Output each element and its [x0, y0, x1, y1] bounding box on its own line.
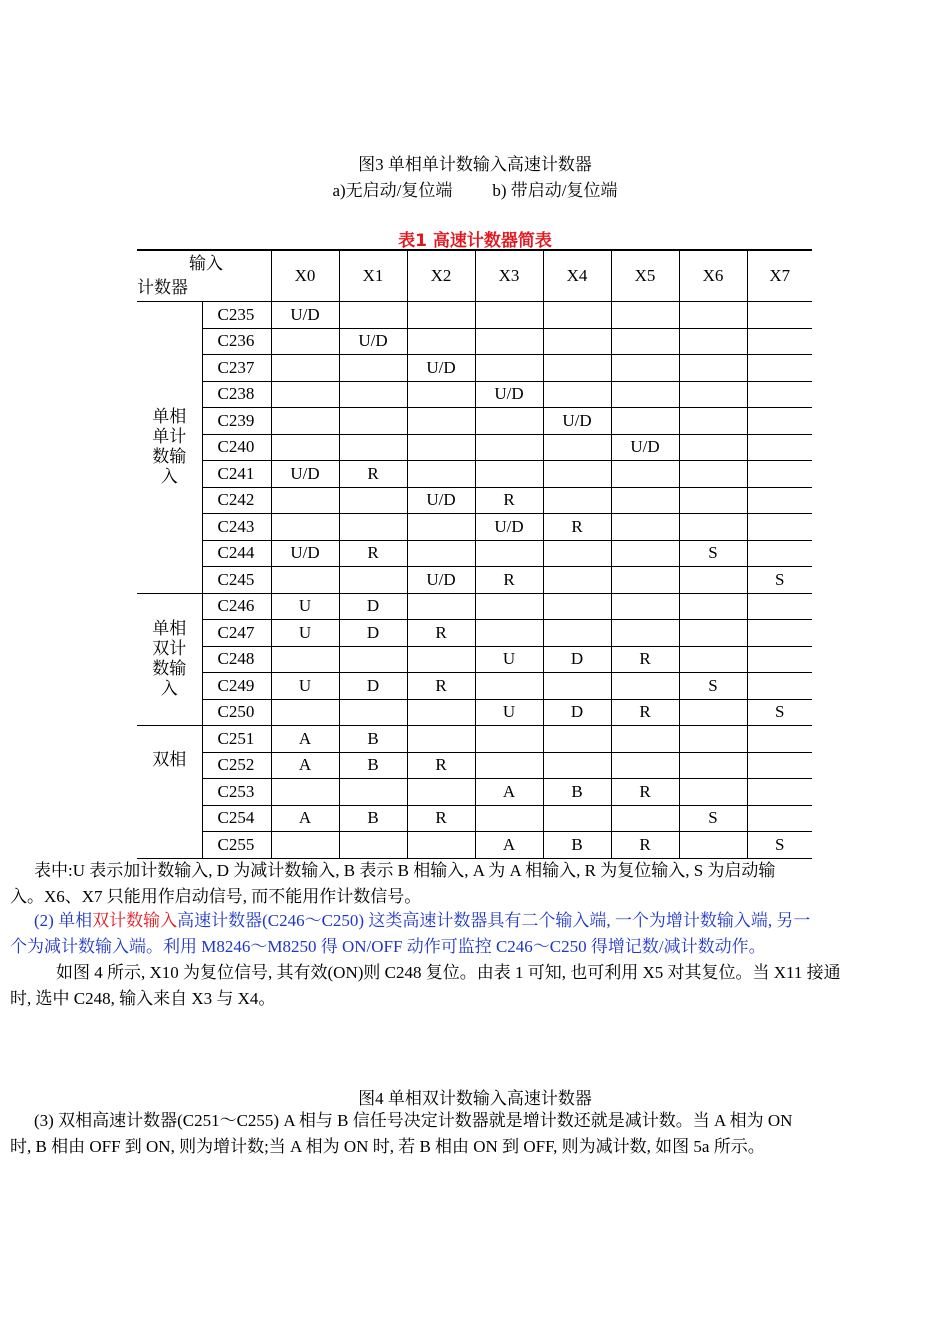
- table-cell: [339, 514, 407, 541]
- table-cell: [679, 832, 747, 859]
- table-row: [137, 567, 812, 594]
- table-cell: [407, 726, 475, 753]
- table-cell: D: [339, 593, 407, 620]
- table-cell: [543, 487, 611, 514]
- table-cell: [271, 355, 339, 382]
- counter-name: C249: [202, 673, 271, 700]
- table-cell: [611, 408, 679, 435]
- table-cell: R: [407, 673, 475, 700]
- table-cell: [611, 381, 679, 408]
- table-cell: U/D: [611, 434, 679, 461]
- table-cell: A: [475, 832, 543, 859]
- table-cell: [543, 593, 611, 620]
- table-cell: R: [475, 487, 543, 514]
- counter-table: [137, 249, 812, 859]
- table-cell: [475, 673, 543, 700]
- table-cell: [339, 699, 407, 726]
- table-cell: D: [543, 646, 611, 673]
- table-cell: [679, 779, 747, 806]
- table-cell: U/D: [475, 381, 543, 408]
- note-line-2: 入。X6、X7 只能用作启动信号, 而不能用作计数信号。: [10, 887, 422, 906]
- table-cell: [679, 646, 747, 673]
- table-cell: [679, 567, 747, 594]
- table-cell: [543, 381, 611, 408]
- table-row: [137, 805, 812, 832]
- paragraph-two-phase: [10, 1108, 944, 1160]
- table-cell: [679, 408, 747, 435]
- table-cell: [747, 673, 812, 700]
- counter-name: C240: [202, 434, 271, 461]
- table-cell: [679, 355, 747, 382]
- table-cell: [475, 540, 543, 567]
- table-cell: [543, 302, 611, 329]
- table-cell: R: [611, 832, 679, 859]
- table-cell: [611, 567, 679, 594]
- table-cell: D: [543, 699, 611, 726]
- table-cell: [475, 355, 543, 382]
- counter-name: C239: [202, 408, 271, 435]
- table-cell: [407, 514, 475, 541]
- table-cell: S: [679, 673, 747, 700]
- table-cell: [339, 567, 407, 594]
- table-header-row: [137, 250, 812, 302]
- table-cell: R: [407, 752, 475, 779]
- table-cell: [475, 726, 543, 753]
- table-cell: [747, 593, 812, 620]
- table-row: [137, 461, 812, 488]
- table-cell: U/D: [271, 540, 339, 567]
- table-cell: [543, 752, 611, 779]
- figure3-sub-b: b) 带启动/复位端: [492, 181, 618, 200]
- para3-line-1: 如图 4 所示, X10 为复位信号, 其有效(ON)则 C248 复位。由表 1 可知, 也可利用 X5 对其复位。当 X11 接通: [56, 963, 841, 982]
- counter-name: C245: [202, 567, 271, 594]
- table-title: 表1 高速计数器简表: [398, 231, 552, 251]
- table-cell: [475, 328, 543, 355]
- table-cell: [679, 381, 747, 408]
- table-cell: S: [747, 832, 812, 859]
- counter-name: C250: [202, 699, 271, 726]
- table-cell: [271, 699, 339, 726]
- table-cell: [543, 805, 611, 832]
- table-cell: [475, 620, 543, 647]
- table-row: [137, 779, 812, 806]
- table-cell: [747, 302, 812, 329]
- table-cell: [339, 832, 407, 859]
- table-cell: [747, 726, 812, 753]
- table-row: [137, 593, 812, 620]
- column-header: X0: [271, 250, 339, 302]
- table-cell: [611, 514, 679, 541]
- table-cell: U: [271, 593, 339, 620]
- table-cell: [339, 381, 407, 408]
- group-label-cell: [137, 302, 202, 594]
- table-cell: [339, 646, 407, 673]
- figure3-subcaptions: [0, 176, 950, 201]
- group-label-cell: [137, 593, 202, 726]
- table-cell: R: [339, 461, 407, 488]
- counter-name: C241: [202, 461, 271, 488]
- table-cell: [407, 408, 475, 435]
- counter-name: C235: [202, 302, 271, 329]
- table-cell: [611, 673, 679, 700]
- table-cell: U/D: [271, 461, 339, 488]
- table-cell: [679, 328, 747, 355]
- table-cell: U/D: [543, 408, 611, 435]
- table-cell: [475, 461, 543, 488]
- table-row: [137, 646, 812, 673]
- table-cell: R: [611, 646, 679, 673]
- table-row: [137, 673, 812, 700]
- table-cell: R: [543, 514, 611, 541]
- table-row: [137, 752, 812, 779]
- table-cell: [543, 540, 611, 567]
- table-row: [137, 540, 812, 567]
- table-cell: R: [611, 779, 679, 806]
- table-cell: S: [679, 805, 747, 832]
- counter-name: C242: [202, 487, 271, 514]
- table-row: [137, 699, 812, 726]
- table-cell: B: [339, 726, 407, 753]
- group-label: 单相双计数输入: [152, 619, 187, 699]
- table-row: [137, 434, 812, 461]
- table-cell: [407, 779, 475, 806]
- table-cell: B: [543, 779, 611, 806]
- counter-name: C253: [202, 779, 271, 806]
- table-cell: [679, 620, 747, 647]
- table-cell: [747, 328, 812, 355]
- table-row: [137, 726, 812, 753]
- table-row: [137, 832, 812, 859]
- figure3-sub-a: a)无启动/复位端: [332, 181, 453, 200]
- counter-name: C246: [202, 593, 271, 620]
- table-cell: [611, 328, 679, 355]
- table-cell: R: [475, 567, 543, 594]
- table-cell: [407, 328, 475, 355]
- counter-name: C251: [202, 726, 271, 753]
- counter-name: C243: [202, 514, 271, 541]
- table-cell: [475, 593, 543, 620]
- group-label-cell: [137, 726, 202, 859]
- table-cell: [407, 461, 475, 488]
- table-cell: [407, 832, 475, 859]
- counter-name: C254: [202, 805, 271, 832]
- table-cell: S: [747, 567, 812, 594]
- column-header: X3: [475, 250, 543, 302]
- table-cell: S: [747, 699, 812, 726]
- table-cell: [611, 726, 679, 753]
- table-cell: [475, 302, 543, 329]
- group-label: 双相: [152, 750, 187, 769]
- table-cell: [543, 726, 611, 753]
- table-cell: U/D: [407, 355, 475, 382]
- table-cell: [679, 461, 747, 488]
- table-corner-cell: [137, 250, 271, 302]
- table-cell: [271, 779, 339, 806]
- table-cell: [611, 355, 679, 382]
- table-cell: [611, 593, 679, 620]
- para2-rest: 高速计数器(C246～C250) 这类高速计数器具有二个输入端, 一个为增计数输入端, 另一: [177, 911, 811, 930]
- table-cell: [271, 408, 339, 435]
- note-line-1: 表中:U 表示加计数输入, D 为减计数输入, B 表示 B 相输入, A 为 A 相输入, R 为复位输入, S 为启动输: [34, 861, 776, 880]
- table-cell: [339, 408, 407, 435]
- para4-line-1: (3) 双相高速计数器(C251～C255) A 相与 B 信任号决定计数器就是增计数还就是减计数。当 A 相为 ON: [34, 1111, 793, 1130]
- table-cell: R: [339, 540, 407, 567]
- table-cell: R: [407, 620, 475, 647]
- table-cell: U/D: [271, 302, 339, 329]
- table-cell: U/D: [407, 487, 475, 514]
- table-cell: [339, 779, 407, 806]
- corner-label-input: 输入: [189, 254, 223, 273]
- table-cell: [339, 487, 407, 514]
- table-cell: [611, 487, 679, 514]
- table-row: [137, 328, 812, 355]
- table-cell: [543, 355, 611, 382]
- table-cell: [475, 408, 543, 435]
- table-cell: A: [475, 779, 543, 806]
- table-cell: S: [679, 540, 747, 567]
- table-row: [137, 487, 812, 514]
- counter-name: C252: [202, 752, 271, 779]
- table-cell: [747, 805, 812, 832]
- table-cell: [543, 620, 611, 647]
- table-cell: [679, 434, 747, 461]
- table-cell: [611, 805, 679, 832]
- counter-name: C244: [202, 540, 271, 567]
- table-cell: [611, 302, 679, 329]
- table-cell: [679, 699, 747, 726]
- table-row: [137, 408, 812, 435]
- table-cell: [747, 540, 812, 567]
- table-cell: R: [407, 805, 475, 832]
- table-cell: [679, 752, 747, 779]
- table-cell: [475, 752, 543, 779]
- table-cell: B: [543, 832, 611, 859]
- table-cell: [679, 487, 747, 514]
- paragraph-dual-count: [10, 908, 944, 960]
- table-cell: [407, 646, 475, 673]
- counter-name: C238: [202, 381, 271, 408]
- table-cell: B: [339, 752, 407, 779]
- table-cell: [271, 646, 339, 673]
- table-cell: [271, 434, 339, 461]
- table-cell: R: [611, 699, 679, 726]
- table-cell: [271, 381, 339, 408]
- table-row: [137, 381, 812, 408]
- table-cell: [747, 646, 812, 673]
- table-cell: U: [475, 646, 543, 673]
- table-cell: [611, 461, 679, 488]
- table-cell: [407, 434, 475, 461]
- table-cell: [747, 514, 812, 541]
- table-cell: [271, 832, 339, 859]
- para2-line-2: 个为减计数输入端。利用 M8246～M8250 得 ON/OFF 动作可监控 C246～C250 得增记数/减计数动作。: [10, 937, 766, 956]
- figure4-caption: 图4 单相双计数输入高速计数器: [358, 1089, 592, 1108]
- column-header: X5: [611, 250, 679, 302]
- table-cell: [747, 461, 812, 488]
- column-header: X1: [339, 250, 407, 302]
- table-cell: [271, 328, 339, 355]
- group-label: 单相单计数输入: [152, 407, 187, 487]
- table-cell: A: [271, 805, 339, 832]
- table-row: [137, 355, 812, 382]
- table-cell: [747, 779, 812, 806]
- table-cell: [407, 593, 475, 620]
- table-cell: [747, 355, 812, 382]
- table-row: [137, 302, 812, 329]
- table-cell: U/D: [407, 567, 475, 594]
- table-cell: [339, 434, 407, 461]
- table-cell: [611, 620, 679, 647]
- para2-prefix: (2) 单相: [34, 911, 93, 930]
- table-cell: [679, 593, 747, 620]
- counter-name: C237: [202, 355, 271, 382]
- table-cell: [407, 302, 475, 329]
- table-cell: A: [271, 752, 339, 779]
- table-cell: [271, 514, 339, 541]
- table-cell: [543, 567, 611, 594]
- table-cell: [475, 805, 543, 832]
- table-cell: [475, 434, 543, 461]
- table-cell: [611, 540, 679, 567]
- table-cell: [747, 434, 812, 461]
- counter-name: C248: [202, 646, 271, 673]
- counter-name: C236: [202, 328, 271, 355]
- column-header: X2: [407, 250, 475, 302]
- table-cell: [271, 487, 339, 514]
- counter-name: C255: [202, 832, 271, 859]
- column-header: X4: [543, 250, 611, 302]
- table-cell: U/D: [475, 514, 543, 541]
- table-cell: [679, 514, 747, 541]
- table-cell: [747, 620, 812, 647]
- paragraph-figure4-description: [10, 960, 944, 1012]
- table-cell: [543, 434, 611, 461]
- table-cell: [543, 328, 611, 355]
- corner-label-counter: 计数器: [137, 278, 188, 297]
- para2-highlight: 双计数输入: [92, 911, 178, 930]
- table-cell: B: [339, 805, 407, 832]
- table-row: [137, 620, 812, 647]
- table-cell: D: [339, 673, 407, 700]
- table-cell: D: [339, 620, 407, 647]
- table-cell: A: [271, 726, 339, 753]
- table-cell: U: [271, 620, 339, 647]
- column-header: X7: [747, 250, 812, 302]
- table-cell: [611, 752, 679, 779]
- table-cell: [543, 673, 611, 700]
- para4-line-2: 时, B 相由 OFF 到 ON, 则为增计数;当 A 相为 ON 时, 若 B 相由 ON 到 OFF, 则为减计数, 如图 5a 所示。: [10, 1137, 765, 1156]
- table-cell: [407, 381, 475, 408]
- counter-name: C247: [202, 620, 271, 647]
- table-cell: [543, 461, 611, 488]
- table-note: [10, 858, 944, 910]
- figure3-caption: 图3 单相单计数输入高速计数器: [358, 155, 592, 174]
- table-cell: [747, 381, 812, 408]
- table-cell: U: [475, 699, 543, 726]
- table-cell: [747, 487, 812, 514]
- table-row: [137, 514, 812, 541]
- table-cell: U: [271, 673, 339, 700]
- table-cell: [747, 408, 812, 435]
- table-cell: [679, 726, 747, 753]
- table-cell: [679, 302, 747, 329]
- table-cell: [339, 355, 407, 382]
- table-cell: [407, 699, 475, 726]
- table-cell: U/D: [339, 328, 407, 355]
- column-header: X6: [679, 250, 747, 302]
- table-cell: [407, 540, 475, 567]
- table-cell: [747, 752, 812, 779]
- table-cell: [339, 302, 407, 329]
- para3-line-2: 时, 选中 C248, 输入来自 X3 与 X4。: [10, 989, 276, 1008]
- table-cell: [271, 567, 339, 594]
